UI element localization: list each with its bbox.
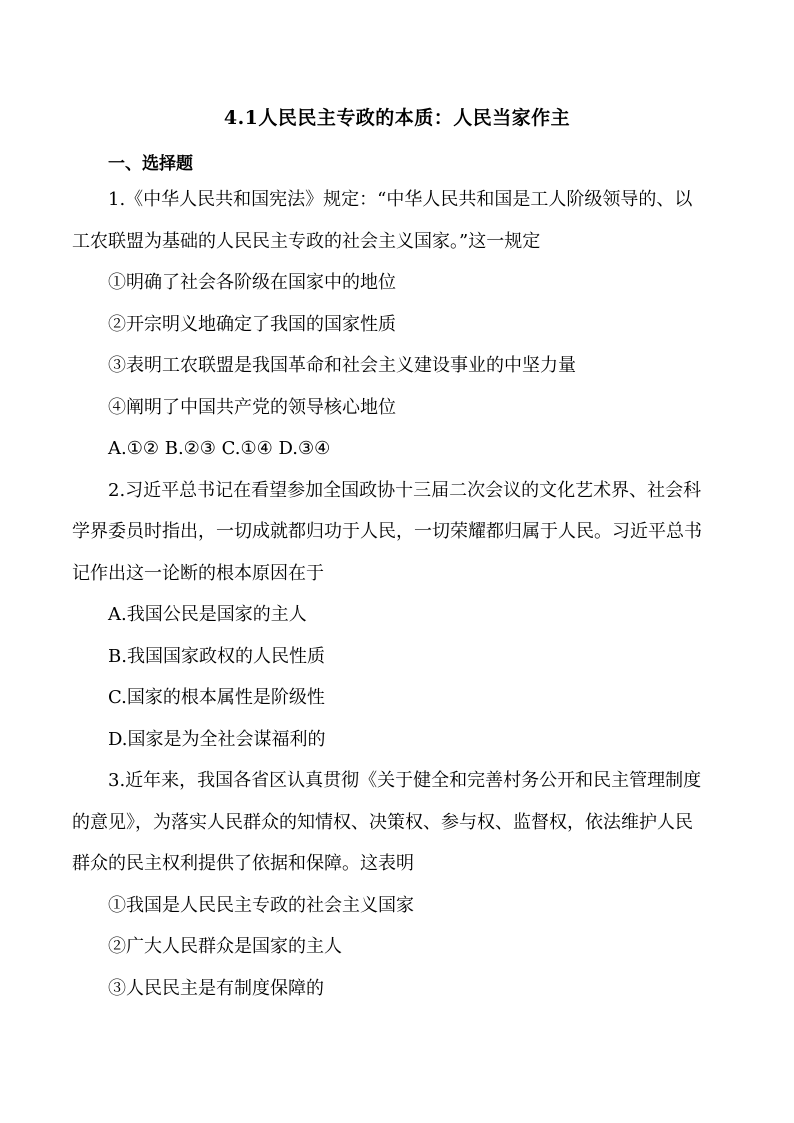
question-2-line-1: 2.习近平总书记在看望参加全国政协十三届二次会议的文化艺术界、社会科: [108, 480, 702, 501]
question-1-options: A.①② B.②③ C.①④ D.③④: [108, 438, 331, 459]
question-1-line-1: 1.《中华人民共和国宪法》规定：“中华人民共和国是工人阶级领导的、以: [108, 189, 693, 210]
question-1-statement-2: ②开宗明义地确定了我国的国家性质: [108, 314, 396, 335]
section-heading: 一、选择题: [108, 154, 193, 174]
question-1-line-2: 工农联盟为基础的人民民主专政的社会主义国家。”这一规定: [72, 231, 541, 252]
question-3-line-3: 群众的民主权利提供了依据和保障。这表明: [72, 853, 414, 874]
question-3-statement-3: ③人民民主是有制度保障的: [108, 978, 324, 999]
question-2-option-c: C.国家的根本属性是阶级性: [108, 687, 325, 708]
question-3-line-2: 的意见》，为落实人民群众的知情权、决策权、参与权、监督权，依法维护人民: [72, 812, 693, 833]
question-2-line-3: 记作出这一论断的根本原因在于: [72, 563, 324, 584]
question-3-line-1: 3.近年来，我国各省区认真贯彻《关于健全和完善村务公开和民主管理制度: [108, 770, 702, 791]
question-2-option-a: A.我国公民是国家的主人: [108, 604, 307, 625]
document-title: 4.1人民民主专政的本质：人民当家作主: [223, 107, 571, 129]
question-1-statement-3: ③表明工农联盟是我国革命和社会主义建设事业的中坚力量: [108, 355, 576, 376]
question-2-option-b: B.我国国家政权的人民性质: [108, 646, 325, 667]
question-3-statement-2: ②广大人民群众是国家的主人: [108, 936, 342, 957]
question-1-statement-4: ④阐明了中国共产党的领导核心地位: [108, 397, 396, 418]
question-2-option-d: D.国家是为全社会谋福利的: [108, 729, 326, 750]
question-3-statement-1: ①我国是人民民主专政的社会主义国家: [108, 895, 414, 916]
question-2-line-2: 学界委员时指出，一切成就都归功于人民，一切荣耀都归属于人民。习近平总书: [72, 521, 702, 542]
question-1-statement-1: ①明确了社会各阶级在国家中的地位: [108, 272, 396, 293]
